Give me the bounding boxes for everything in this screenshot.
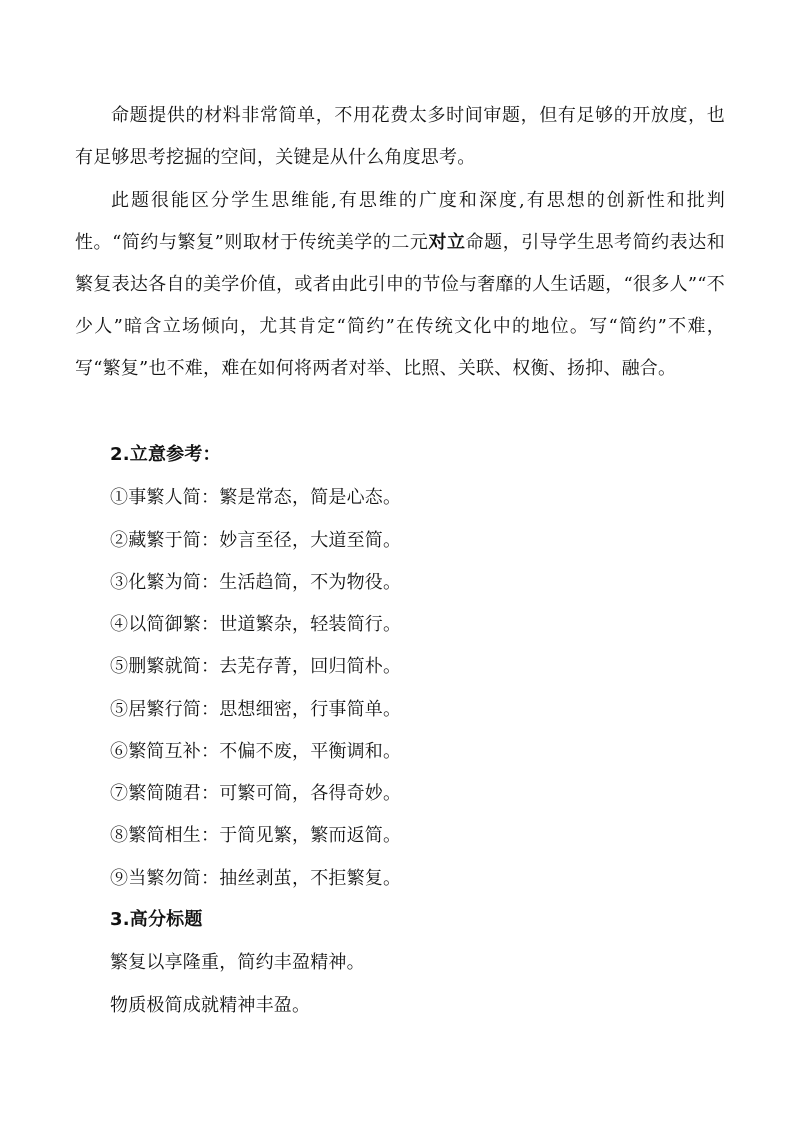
thesis-item: ⑥繁简互补：不偏不废，平衡调和。 bbox=[110, 741, 402, 762]
paragraph-intro bbox=[75, 95, 725, 179]
paragraph-analysis-bold: 对立 bbox=[428, 232, 466, 253]
paragraph-intro-text: 命题提供的材料非常简单，不用花费太多时间审题，但有足够的开放度，也有足够思考挖掘的空间，关键是从什么角度思考。 bbox=[75, 105, 725, 168]
title-item: 繁复以享隆重，简约丰盈精神。 bbox=[110, 952, 365, 973]
thesis-item: ⑨当繁勿简：抽丝剥茧，不拒繁复。 bbox=[110, 868, 402, 889]
thesis-item: ⑤居繁行简：思想细密，行事简单。 bbox=[110, 699, 402, 720]
section-2-heading: 2.立意参考： bbox=[110, 444, 221, 465]
thesis-item: ⑤删繁就简：去芜存菁，回归简朴。 bbox=[110, 656, 402, 677]
paragraph-analysis-text-after: 命题，引导学生思考简约表达和繁复表达各自的美学价值，或者由此引申的节俭与奢靡的人生话题，“很多人”“不少人”暗含立场倾向，尤其肯定“简约”在传统文化中的地位。写“简约”不难，写“繁复”也不难，难在如何将两者对举、比照、关联、权衡、扬抑、融合。 bbox=[75, 232, 725, 379]
thesis-item: ③化繁为简：生活趋简，不为物役。 bbox=[110, 572, 402, 593]
thesis-item: ②藏繁于简：妙言至径，大道至简。 bbox=[110, 530, 402, 551]
thesis-item: ④以简御繁：世道繁杂，轻装简行。 bbox=[110, 614, 402, 635]
thesis-item: ⑧繁简相生：于简见繁，繁而返简。 bbox=[110, 825, 402, 846]
thesis-item: ①事繁人简：繁是常态，简是心态。 bbox=[110, 487, 402, 508]
paragraph-analysis bbox=[75, 180, 725, 390]
section-3-heading: 3.高分标题 bbox=[110, 909, 203, 930]
title-item: 物质极简成就精神丰盈。 bbox=[110, 995, 311, 1016]
thesis-item: ⑦繁简随君：可繁可简，各得奇妙。 bbox=[110, 783, 402, 804]
paragraph-analysis-text-before: 此题很能区分学生思维能,有思维的广度和深度,有思想的创新性和批判性。“简约与繁复”则取材于传统美学的二元 bbox=[75, 190, 725, 253]
